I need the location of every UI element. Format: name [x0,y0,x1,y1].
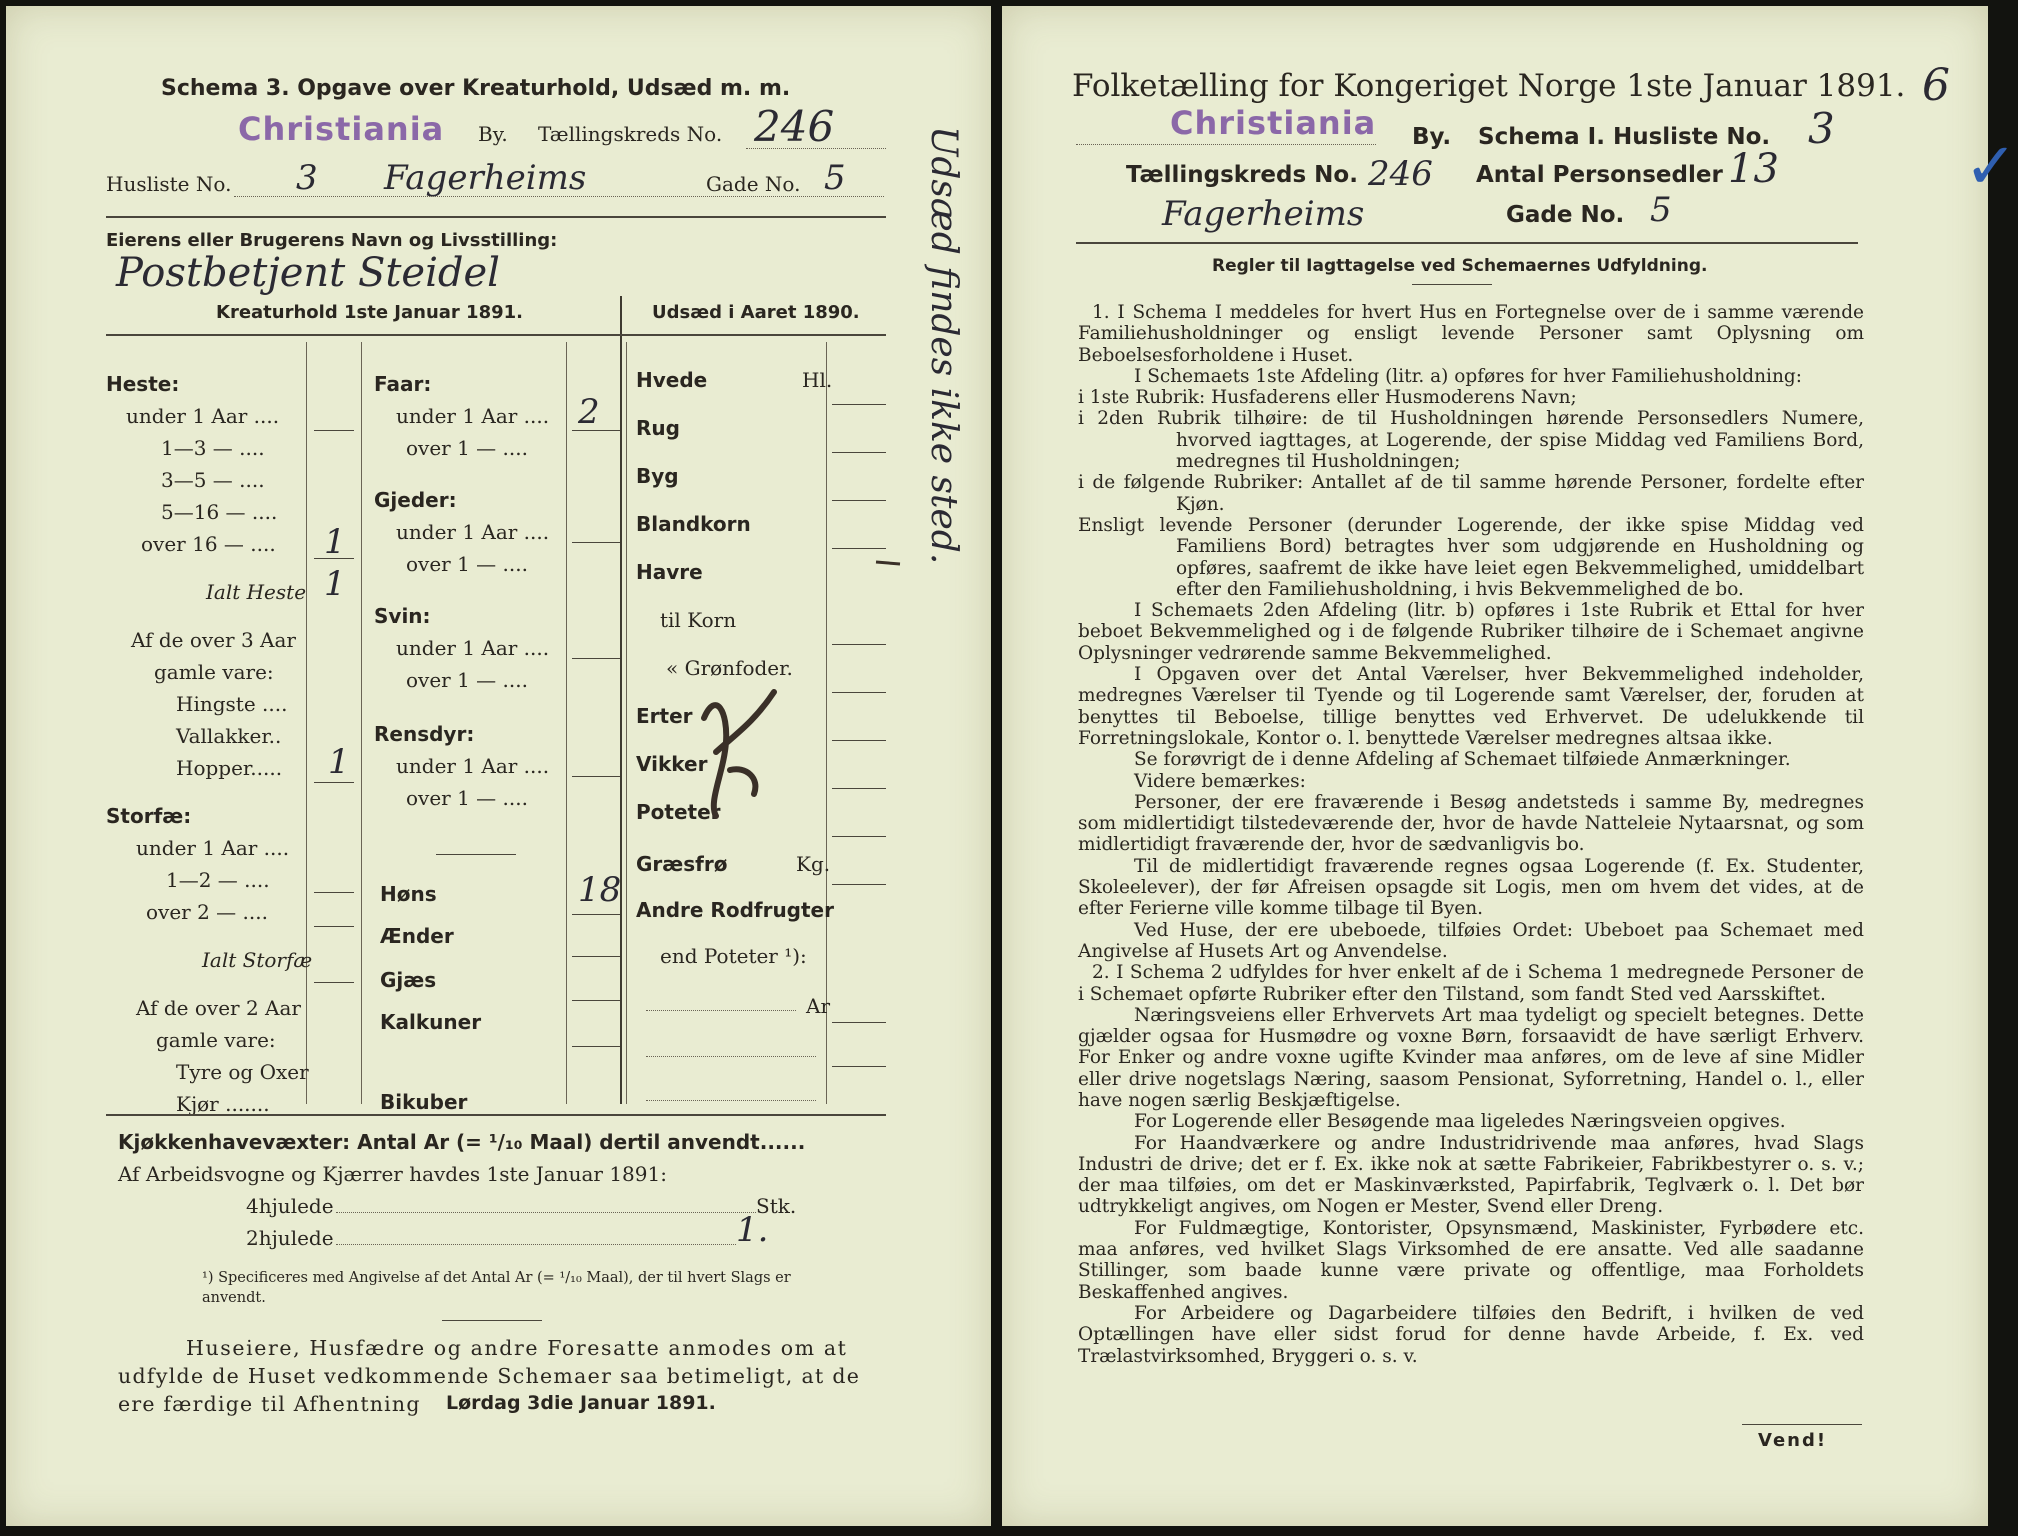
corner-mark: 6 [1922,60,1950,111]
svin-under: under 1 Aar .... [396,636,550,660]
tyre-label: Tyre og Oxer [176,1060,309,1084]
closing-line-3: ere færdige til Afhentning [118,1392,421,1416]
check-mark: ✓ [1964,130,2018,204]
rule-para-11: Personer, der ere fraværende i Besøg andetsteds i samme By, medregnes som midlertidigt tilstedeværende der, hvor de havde Natteleie Nytaarsnat, og som midlertidigt fraværende der, hvor de sædvanligvis bo. [1078,791,1864,856]
hjul2-value: 1. [736,1210,769,1250]
kjor-label: Kjør ....... [176,1092,270,1116]
closing-deadline: Lørdag 3die Januar 1891. [446,1392,716,1414]
rensdyr-under: under 1 Aar .... [396,754,550,778]
husliste-value-right: 3 [1808,104,1835,153]
byg-label: Byg [636,464,679,488]
gjaes-label: Gjæs [380,968,437,992]
by-label: By. [478,122,508,146]
husliste-value: 3 [296,158,318,198]
rule-para-3: i 1ste Rubrik: Husfaderens eller Husmoderens Navn; [1078,387,1577,409]
right-page-schema-1 [1002,6,2018,1526]
faar-under-value: 2 [578,392,600,432]
kreds-value: 246 [754,102,835,151]
heste-row-5: over 16 — .... [141,532,276,556]
closing-line-2: udfylde de Huset vedkommende Schemaer saa betimeligt, at de [118,1364,861,1388]
hjul4-label: 4hjulede [246,1194,334,1218]
end-poteter-label: end Poteter ¹): [660,944,807,968]
bikuber-label: Bikuber [380,1090,468,1114]
margin-note: Udsæd findes ikke sted. [923,126,964,565]
ialt-storfae-label: Ialt Storfæ [202,948,313,972]
city-stamp-right: Christiania [1170,104,1377,142]
rules-body [1078,302,1864,1367]
street-value-right: Fagerheims [1162,194,1365,234]
heste-row-2: 1—3 — .... [161,436,265,460]
owner-label: Eierens eller Brugerens Navn og Livsstilling: [106,230,558,251]
vend-label: Vend! [1758,1430,1828,1451]
census-title: Folketælling for Kongeriget Norge 1ste Januar 1891. [1072,68,1906,104]
rule-para-15: Næringsveiens eller Erhvervets Art maa tydeligt og specielt betegnes. Dette gjælder ogsaa for Husmødre og voxne Børn, forsaavidt de have særligt Erhverv. For Enker og andre voxne ugifte Kvinder maa anføres, om de leve af sine Midler eller drive nogetslags Næring, saasom Pensionat, Syforretning, Handel o. l., eller have nogen særlig Beskjæftigelse. [1078,1004,1864,1111]
rensdyr-over: over 1 — .... [406,786,528,810]
faar-under: under 1 Aar .... [396,404,550,428]
heste-row-1: under 1 Aar .... [126,404,280,428]
gjeder-under: under 1 Aar .... [396,520,550,544]
kreds-value-right: 246 [1368,154,1433,194]
rule-para-16: For Logerende eller Besøgende maa ligeledes Næringsveien opgives. [1134,1111,1786,1133]
vogne-line: Af Arbeidsvogne og Kjærrer havdes 1ste Januar 1891: [118,1162,667,1186]
hons-value: 18 [578,870,622,910]
rug-label: Rug [636,416,680,440]
storfae-row-2: 1—2 — .... [166,868,270,892]
gronfoder-label: « Grønfoder. [666,656,793,680]
rule-para-10: Videre bemærkes: [1134,770,1306,792]
storfae-af-label-1: Af de over 2 Aar [136,996,301,1020]
hopper-label: Hopper..... [176,756,283,780]
antal-label: Antal Personsedler [1476,162,1723,188]
heste-af-label-1: Af de over 3 Aar [131,628,296,652]
rule-para-14: 2. I Schema 2 udfyldes for hver enkelt af de i Schema 1 medregnede Personer de i Schemaet opførte Rubriker efter den Tilstand, som fandt Sted ved Aarsskiftet. [1078,962,1864,1005]
gade-value: 5 [824,158,846,198]
kjokken-line: Kjøkkenhavevæxter: Antal Ar (= ¹/₁₀ Maal) dertil anvendt...... [118,1130,806,1154]
hingste-label: Hingste .... [176,692,288,716]
gade-label: Gade No. [706,172,801,196]
heste-label: Heste: [106,372,180,396]
vikker-label: Vikker [636,752,708,776]
svin-over: over 1 — .... [406,668,528,692]
rule-para-1: 1. I Schema I meddeles for hvert Hus en Fortegnelse over de i samme værende Familiehusholdninger og ensligt levende Personer samt Oplysning om Beboelsesforholdene i Huset. [1078,302,1864,366]
schema-1-label: Schema I. Husliste No. [1478,124,1771,150]
left-page-schema-3 [6,6,991,1526]
ar-unit: Ar [806,994,831,1018]
footnote-line-2: anvendt. [202,1290,266,1306]
heste-af-label-2: gamle vare: [154,660,274,684]
storfae-row-1: under 1 Aar .... [136,836,290,860]
rule-para-5: i de følgende Rubriker: Antallet af de til samme hørende Personer, fordelte efter Kjøn. [1078,472,1864,515]
faar-over: over 1 — .... [406,436,528,460]
stk-unit: Stk. [756,1194,797,1218]
rule-para-6: Ensligt levende Personer (derunder Logerende, der ikke spise Middag ved Familiens Bord) betragtes hver som udgjørende en Husholdning og opføres, saafremt de ikke have leiet egen Bekvemmelighed, umiddelbart efter den Familiehusholdning, i hvis Bekvemmelighed de bo. [1078,514,1864,600]
rules-title: Regler til Iagttagelse ved Schemaernes Udfyldning. [1212,256,1708,276]
gade-label-right: Gade No. [1506,202,1625,228]
svin-label: Svin: [374,604,431,628]
rule-para-19: For Arbeidere og Dagarbeidere tilføies den Bedrift, i hvilken de ved Optællingen have eller sidst forud for denne havde Arbeide, f. Ex. ved Trælastvirksomhed, Bryggeri o. s. v. [1078,1302,1864,1367]
owner-value: Postbetjent Steidel [116,250,500,296]
rule-para-12: Til de midlertidigt fraværende regnes ogsaa Logerende (f. Ex. Studenter, Skoleelever), der før Afreisen opsagde sit Logis, men om hvem det vides, at de efter Ferierne ville komme tilbage til Byen. [1078,855,1864,920]
kreds-label-right: Tællingskreds No. [1126,162,1358,188]
city-stamp: Christiania [238,110,445,148]
rule-para-9: Se forøvrigt de i denne Afdeling af Schemaet tilføiede Anmærkninger. [1134,749,1791,771]
hons-label: Høns [380,882,437,906]
poteter-label: Poteter [636,800,721,824]
heste-row-4: 5—16 — .... [161,500,278,524]
faar-label: Faar: [374,372,432,396]
rule-para-18: For Fuldmægtige, Kontorister, Opsynsmænd, Maskinister, Fyrbødere etc. maa anføres, ved hvilket Slags Virksomhed de ere ansatte. Ved alle saadanne Stillinger, som baade kunne være private og offentlige, maa Forholdets Beskaffenhed angives. [1078,1217,1864,1303]
ialt-heste-value: 1 [324,564,346,604]
havre-label: Havre [636,560,703,584]
husliste-label: Husliste No. [106,172,232,196]
rule-para-7: I Schemaets 2den Afdeling (litr. b) opføres i 1ste Rubrik et Ettal for hver beboet Bekvemmelighed og i de følgende Rubriker tilhøire de i Schemaet angivne Oplysninger vedrørende samme Bekvemmelighed. [1078,600,1864,664]
rule-para-13: Ved Huse, der ere ubeboede, tilføies Ordet: Ubeboet paa Schemaet med Angivelse af Husets Art og Anvendelse. [1078,919,1864,962]
ialt-heste-label: Ialt Heste [206,580,307,604]
dash-mark [874,552,904,572]
gjeder-label: Gjeder: [374,488,457,512]
andre-rodfrugter-label: Andre Rodfrugter [636,898,834,922]
closing-line-1: Huseiere, Husfædre og andre Foresatte anmodes om at [186,1336,848,1360]
antal-value: 13 [1728,146,1779,192]
hvede-label: Hvede [636,368,708,392]
kg-unit: Kg. [796,852,831,876]
livestock-header: Kreaturhold 1ste Januar 1891. [216,302,523,323]
storfae-af-label-2: gamle vare: [156,1028,276,1052]
by-label-right: By. [1412,124,1452,150]
vallakker-label: Vallakker.. [176,724,282,748]
aender-label: Ænder [380,924,454,948]
gade-value-right: 5 [1650,190,1672,230]
street-value: Fagerheims [384,158,587,198]
rule-para-4: i 2den Rubrik tilhøire: de til Husholdningen hørende Personsedlers Numere, hvorved iagttages, at Logerende, der spise Middag ved Familiens Bord, medregnes til Husholdningen; [1078,408,1864,473]
rule-para-2: I Schemaets 1ste Afdeling (litr. a) opføres for hver Familiehusholdning: [1134,365,1802,387]
erter-label: Erter [636,704,693,728]
til-korn-label: til Korn [660,608,737,632]
rule-para-17: For Haandværkere og andre Industridrivende maa anføres, hvad Slags Industri de drive; det er f. Ex. ikke nok at sætte Fabrikeier, Fabrikbestyrer o. s. v.; der maa tilføies, om det er Maskinværksted, Papirfabrik, Teglværk o. l. Det bør udtrykkeligt angives, om Nogen er Mester, Svend eller Dreng. [1078,1132,1864,1218]
heste-row-3: 3—5 — .... [161,468,265,492]
heste-over16-value: 1 [324,522,346,562]
storfae-row-3: over 2 — .... [146,900,268,924]
graesfro-label: Græsfrø [636,852,728,876]
kalkuner-label: Kalkuner [380,1010,482,1034]
hjul2-label: 2hjulede [246,1226,334,1250]
kreds-label: Tællingskreds No. [538,122,723,146]
storfae-label: Storfæ: [106,804,192,828]
hopper-value: 1 [328,742,350,782]
hl-unit: Hl. [802,368,833,392]
footnote-line-1: ¹) Specificeres med Angivelse af det Antal Ar (= ¹/₁₀ Maal), der til hvert Slags er [202,1270,791,1286]
rule-para-8: I Opgaven over det Antal Værelser, hver Bekvemmelighed indeholder, medregnes Værelser til Tyende og til Logerende samt Værelser, der, foruden at benyttes til Beboelse, tillige benyttes ved Erhvervet. De udelukkende til Forretningslokale, Kontor o. l. benyttede Værelser medregnes altsaa ikke. [1078,664,1864,749]
blandkorn-label: Blandkorn [636,512,751,536]
schema-3-title: Schema 3. Opgave over Kreaturhold, Udsæd m. m. [161,76,791,101]
gjeder-over: over 1 — .... [406,552,528,576]
sowing-header: Udsæd i Aaret 1890. [652,302,860,323]
cross-out-scribble [686,682,796,822]
rensdyr-label: Rensdyr: [374,722,475,746]
